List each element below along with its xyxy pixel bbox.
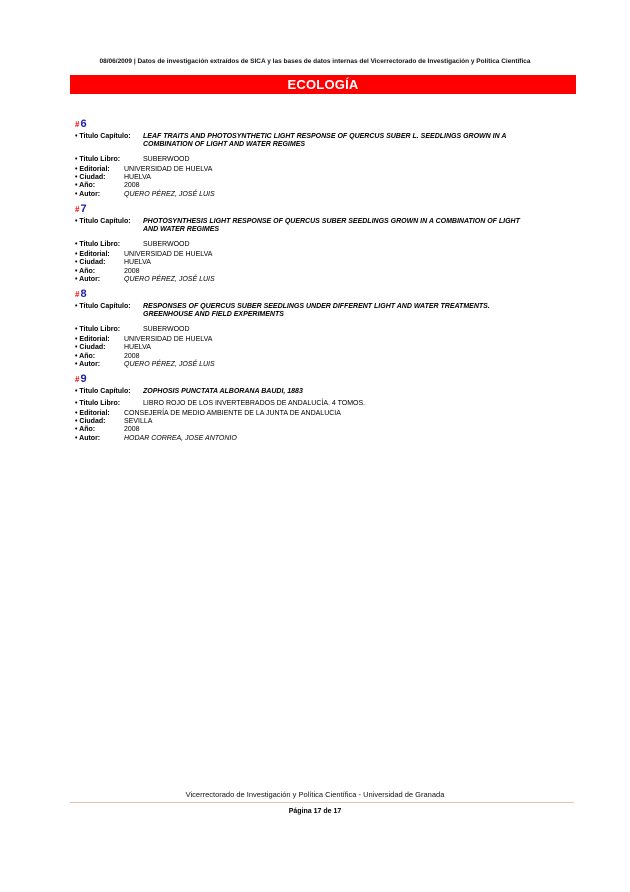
hash-mark: #	[75, 290, 80, 300]
field-ano: • Año: 2008	[75, 352, 140, 360]
record-8	[75, 288, 545, 369]
record-9	[75, 373, 545, 443]
page-header: 08/06/2009 | Datos de investigación extraídos de SICA y las bases de datos internas del Vicerrectorado de Investigación y Política Científica	[99, 58, 531, 65]
page-number: Página 17 de 17	[288, 808, 342, 815]
field-titulo-capitulo: • Titulo Capítulo: PHOTOSYNTHESIS LIGHT RESPONSE OF QUERCUS SUBER SEEDLINGS GROWN IN A COMBINATION OF LIGHT AND WATER REGIMES	[75, 218, 520, 234]
field-ano: • Año: 2008	[75, 182, 140, 190]
record-number: #8	[75, 288, 87, 301]
field-titulo-libro: • Titulo Libro: SUBERWOOD	[75, 155, 190, 163]
field-autor: • Autor: QUERO PÉREZ, JOSÉ LUIS	[75, 360, 215, 368]
field-autor: • Autor: QUERO PÉREZ, JOSÉ LUIS	[75, 275, 215, 283]
field-autor: • Autor: HODAR CORREA, JOSE ANTONIO	[75, 434, 237, 442]
record-number: #7	[75, 203, 87, 216]
record-number: #9	[75, 373, 87, 386]
section-title: ECOLOGÍA	[70, 75, 576, 94]
field-titulo-capitulo: • Titulo Capítulo: RESPONSES OF QUERCUS SUBER SEEDLINGS UNDER DIFFERENT LIGHT AND WATER TREATMENTS. GREENHOUSE AND FIELD EXPERIMENTS	[75, 303, 490, 319]
field-ciudad: • Ciudad: SEVILLA	[75, 418, 153, 426]
field-editorial: • Editorial: CONSEJERÍA DE MEDIO AMBIENTE DE LA JUNTA DE ANDALUCIA	[75, 409, 341, 417]
field-titulo-capitulo: • Titulo Capítulo: LEAF TRAITS AND PHOTOSYNTHETIC LIGHT RESPONSE OF QUERCUS SUBER L. SEEDLINGS GROWN IN A COMBINATION OF LIGHT AND WATER REGIMES	[75, 133, 507, 149]
field-ciudad: • Ciudad: HUELVA	[75, 344, 151, 352]
field-ano: • Año: 2008	[75, 426, 140, 434]
footer-divider	[70, 802, 574, 803]
field-editorial: • Editorial: UNIVERSIDAD DE HUELVA	[75, 336, 213, 344]
page-footer: Vicerrectorado de Investigación y Política Científica - Universidad de Granada	[185, 790, 445, 799]
field-editorial: • Editorial: UNIVERSIDAD DE HUELVA	[75, 165, 213, 173]
field-ciudad: • Ciudad: HUELVA	[75, 174, 151, 182]
field-titulo-libro: • Titulo Libro: SUBERWOOD	[75, 325, 190, 333]
record-number: #6	[75, 118, 87, 130]
hash-mark: #	[75, 375, 80, 385]
record-6	[75, 118, 545, 199]
field-ano: • Año: 2008	[75, 267, 140, 275]
record-list	[75, 118, 545, 447]
field-titulo-capitulo: • Titulo Capítulo: ZOPHOSIS PUNCTATA ALBORANA BAUDI, 1883	[75, 388, 303, 396]
field-editorial: • Editorial: UNIVERSIDAD DE HUELVA	[75, 250, 213, 258]
field-titulo-libro: • Titulo Libro: LIBRO ROJO DE LOS INVERTEBRADOS DE ANDALUCÍA. 4 TOMOS.	[75, 399, 366, 407]
hash-mark: #	[75, 120, 80, 129]
field-autor: • Autor: QUERO PÉREZ, JOSÉ LUIS	[75, 190, 215, 198]
field-ciudad: • Ciudad: HUELVA	[75, 259, 151, 267]
field-titulo-libro: • Titulo Libro: SUBERWOOD	[75, 240, 190, 248]
record-7	[75, 203, 545, 284]
hash-mark: #	[75, 205, 80, 215]
